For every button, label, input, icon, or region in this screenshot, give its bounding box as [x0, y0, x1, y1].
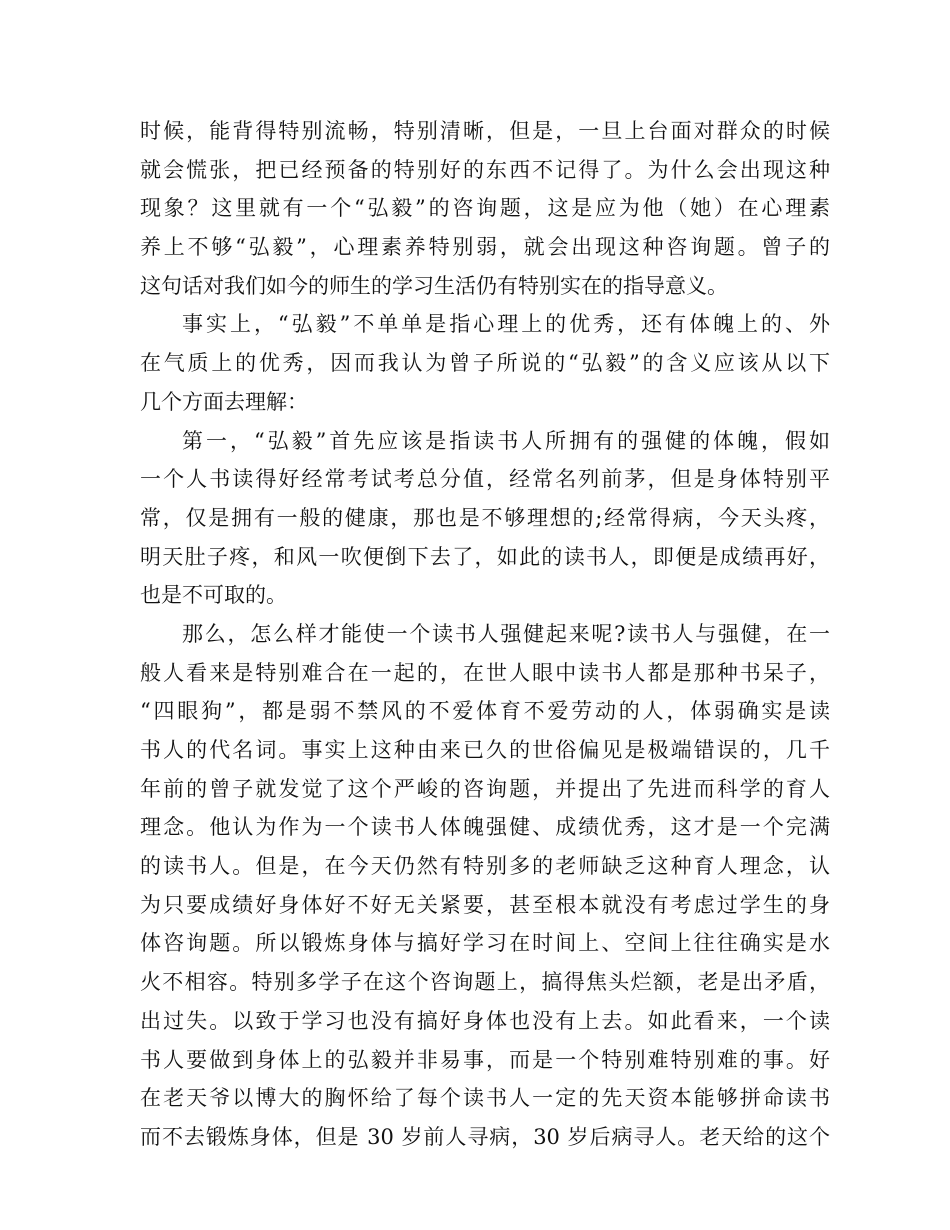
- text-line: 现象？这里就有一个“弘毅”的咨询题，这是应为他（她）在心理素: [140, 196, 830, 221]
- text-line: 而不去锻炼身体，但是 30 岁前人寻病，30 岁后病寻人。老天给的这个: [140, 1124, 830, 1149]
- text-line: 在老天爷以博大的胸怀给了每个读书人一定的先天资本能够拼命读书: [140, 1086, 830, 1111]
- paragraph-first-line: 那么，怎么样才能使一个读书人强健起来呢?读书人与强健，在一: [182, 621, 830, 646]
- text-line: 般人看来是特别难合在一起的，在世人眼中读书人都是那种书呆子，: [140, 660, 830, 685]
- text-line: 这句话对我们如今的师生的学习生活仍有特别实在的指导意义。: [140, 273, 728, 298]
- text-line: 书人的代名词。事实上这种由来已久的世俗偏见是极端错误的，几千: [140, 738, 830, 762]
- body-text: [140, 112, 830, 1157]
- text-line: 明天肚子疼，和风一吹便倒下去了，如此的读书人，即便是成绩再好，: [140, 544, 830, 569]
- text-line: 火不相容。特别多学子在这个咨询题上，搞得焦头烂额，老是出矛盾，: [140, 970, 830, 995]
- text-line: 几个方面去理解：: [140, 389, 308, 414]
- text-line: 为只要成绩好身体好不好无关紧要，甚至根本就没有考虑过学生的身: [140, 892, 830, 917]
- text-line: 时候，能背得特别流畅，特别清晰，但是，一旦上台面对群众的时候: [140, 119, 830, 143]
- text-line: 养上不够“弘毅”，心理素养特别弱，就会出现这种咨询题。曾子的: [140, 235, 830, 260]
- text-line: 年前的曾子就发觉了这个严峻的咨询题，并提出了先进而科学的育人: [140, 776, 830, 801]
- text-line: 的读书人。但是，在今天仍然有特别多的老师缺乏这种育人理念，认: [140, 854, 830, 879]
- text-line: 一个人书读得好经常考试考总分值，经常名列前茅，但是身体特别平: [140, 467, 830, 492]
- paragraph-first-line: 第一，“弘毅”首先应该是指读书人所拥有的强健的体魄，假如: [182, 428, 830, 453]
- text-line: 书人要做到身体上的弘毅并非易事，而是一个特别难特别难的事。好: [140, 1047, 830, 1072]
- text-line: 理念。他认为作为一个读书人体魄强健、成绩优秀，这才是一个完满: [140, 815, 830, 840]
- text-line: 在气质上的优秀，因而我认为曾子所说的“弘毅”的含义应该从以下: [140, 351, 830, 376]
- text-line: 常，仅是拥有一般的健康，那也是不够理想的;经常得病，今天头疼，: [140, 505, 830, 530]
- paragraph-first-line: 事实上，“弘毅”不单单是指心理上的优秀，还有体魄上的、外: [182, 312, 830, 337]
- text-line: 出过失。以致于学习也没有搞好身体也没有上去。如此看来，一个读: [140, 1008, 830, 1033]
- text-line: 就会慌张，把已经预备的特别好的东西不记得了。为什么会出现这种: [140, 157, 830, 182]
- text-line: 体咨询题。所以锻炼身体与搞好学习在时间上、空间上往往确实是水: [140, 931, 830, 956]
- text-line: 也是不可取的。: [140, 583, 287, 608]
- text-line: “四眼狗”，都是弱不禁风的不爱体育不爱劳动的人，体弱确实是读: [140, 699, 830, 724]
